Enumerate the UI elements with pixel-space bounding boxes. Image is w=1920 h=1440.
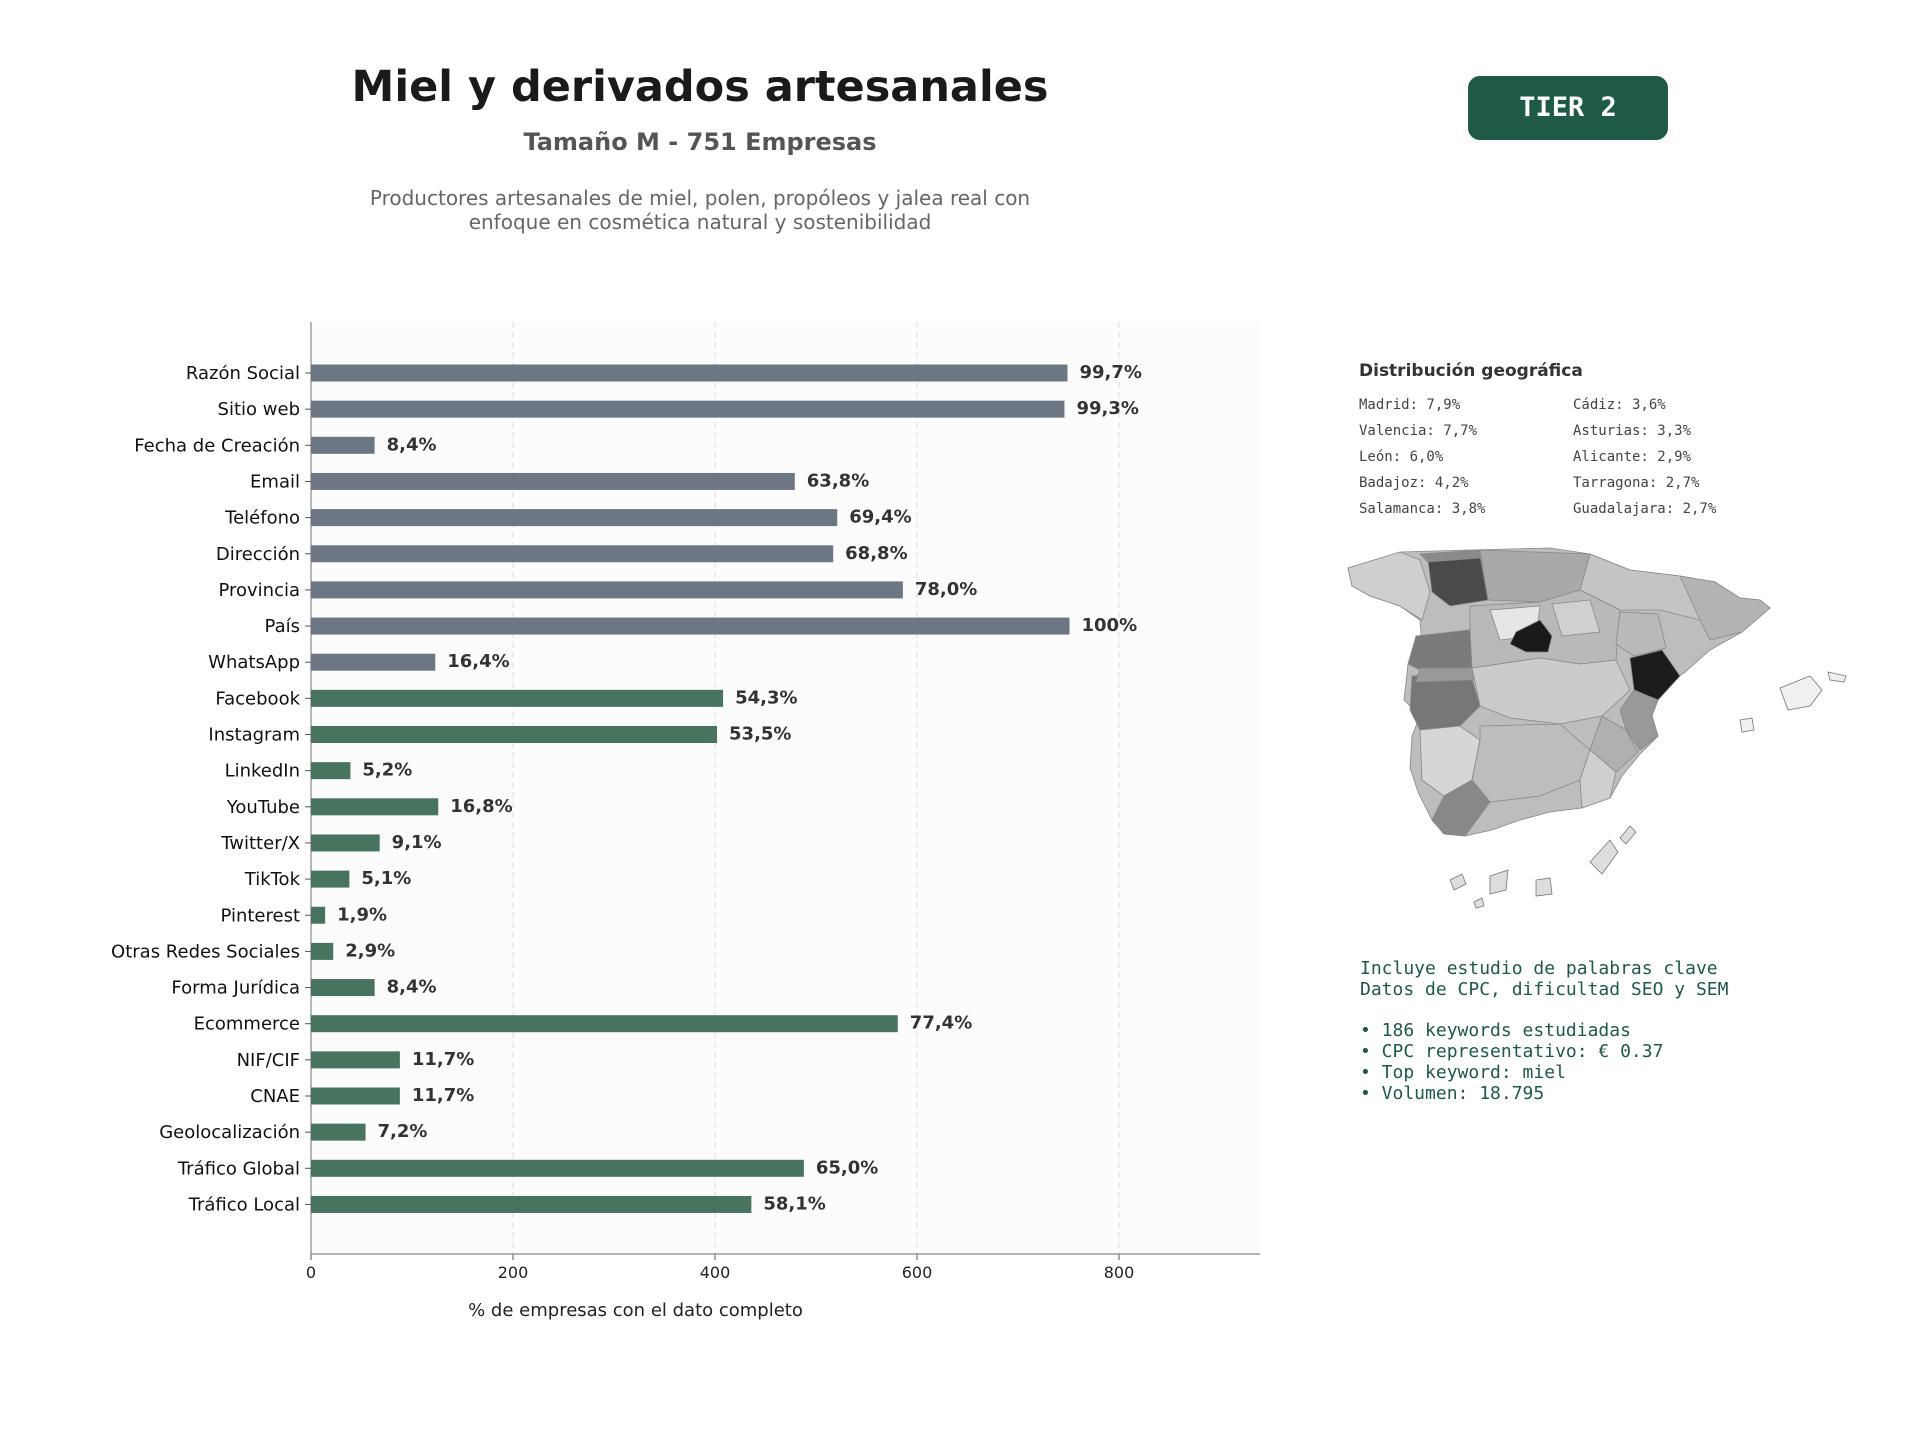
- bar: [311, 545, 833, 562]
- data-label: 99,3%: [1076, 398, 1139, 420]
- bar: [311, 654, 435, 671]
- data-label: 58,1%: [763, 1193, 826, 1215]
- y-tick-label: Teléfono: [225, 507, 300, 529]
- keywords-line-2: Datos de CPC, dificultad SEO y SEM: [1360, 979, 1729, 1000]
- bar: [311, 1015, 898, 1032]
- bar: [311, 871, 349, 888]
- data-label: 5,1%: [361, 868, 412, 890]
- geo-list: [1359, 397, 1759, 518]
- data-label: 53,5%: [729, 723, 792, 745]
- bar: [311, 1160, 804, 1177]
- data-label: 1,9%: [337, 904, 388, 926]
- keywords-line-1: Incluye estudio de palabras clave: [1360, 958, 1718, 979]
- bar: [311, 365, 1067, 382]
- map-canary-6: [1474, 898, 1484, 908]
- y-tick-label: Geolocalización: [159, 1122, 300, 1144]
- data-label: 100%: [1081, 615, 1138, 637]
- geo-item: Guadalajara: 2,7%: [1573, 501, 1717, 517]
- data-label: 68,8%: [845, 542, 908, 564]
- bar: [311, 979, 375, 996]
- map-salamanca: [1408, 630, 1472, 670]
- y-tick-label: Twitter/X: [221, 832, 300, 854]
- page-subtitle: Tamaño M - 751 Empresas: [523, 128, 877, 156]
- y-tick-label: WhatsApp: [208, 652, 300, 674]
- y-tick-label: YouTube: [226, 796, 300, 818]
- data-label: 2,9%: [345, 940, 396, 962]
- x-tick-label: 600: [901, 1263, 933, 1282]
- x-tick-label: 800: [1103, 1263, 1135, 1282]
- geo-title: Distribución geográfica: [1359, 361, 1583, 381]
- data-label: 16,4%: [447, 651, 510, 673]
- keyword-bullet: • CPC representativo: € 0.37: [1360, 1041, 1664, 1062]
- bar: [311, 762, 350, 779]
- y-tick-label: Provincia: [218, 579, 300, 601]
- keywords-block: [1360, 958, 1728, 1104]
- y-tick-label: Pinterest: [220, 905, 300, 927]
- y-tick-label: Instagram: [208, 724, 300, 746]
- map-canary-3: [1536, 878, 1552, 896]
- y-tick-label: Fecha de Creación: [134, 435, 300, 457]
- data-label: 5,2%: [362, 759, 413, 781]
- bar: [311, 1124, 366, 1141]
- geo-item: Alicante: 2,9%: [1573, 449, 1692, 465]
- data-label: 11,7%: [411, 1085, 475, 1106]
- keyword-bullet: • Top keyword: miel: [1360, 1062, 1566, 1083]
- data-label: 16,8%: [450, 795, 513, 817]
- data-label: 9,1%: [391, 831, 442, 853]
- data-label: 8,4%: [386, 976, 437, 998]
- geo-item: Valencia: 7,7%: [1359, 423, 1478, 439]
- data-label: 99,7%: [1079, 362, 1142, 383]
- bar: [311, 943, 333, 960]
- page-title: Miel y derivados artesanales: [351, 62, 1049, 112]
- y-tick-label: Facebook: [215, 688, 300, 710]
- bar: [311, 581, 903, 598]
- geo-item: Badajoz: 4,2%: [1359, 475, 1469, 491]
- description-line-2: enfoque en cosmética natural y sostenibilidad: [468, 210, 932, 234]
- map-ibiza: [1740, 718, 1754, 732]
- map-canary-4: [1590, 840, 1618, 874]
- map-canary-5: [1620, 826, 1636, 844]
- map-teruel: [1616, 612, 1666, 656]
- data-label: 11,7%: [411, 1048, 475, 1070]
- data-label: 8,4%: [386, 434, 437, 456]
- y-tick-label: Tráfico Global: [177, 1158, 300, 1180]
- tier-badge: TIER 2: [1468, 76, 1668, 140]
- map-menorca: [1828, 672, 1846, 682]
- y-tick-label: Tráfico Local: [188, 1194, 300, 1216]
- bar: [311, 1088, 400, 1105]
- bar: [311, 726, 717, 743]
- bar: [311, 401, 1064, 418]
- bar: [311, 1051, 400, 1068]
- map-caceres-ext: [1416, 668, 1474, 682]
- map-canary-2: [1490, 870, 1508, 894]
- bar: [311, 798, 438, 815]
- data-label: 65,0%: [815, 1157, 879, 1179]
- plot-background: [311, 322, 1260, 1254]
- y-tick-label: NIF/CIF: [236, 1049, 300, 1071]
- data-label: 78,0%: [914, 578, 978, 600]
- bar: [311, 907, 325, 924]
- geo-item: León: 6,0%: [1359, 449, 1444, 465]
- map-mallorca: [1780, 676, 1822, 710]
- bar: [311, 618, 1070, 635]
- bar: [311, 437, 375, 454]
- bar: [311, 1196, 751, 1213]
- y-tick-label: LinkedIn: [224, 760, 300, 782]
- data-label: 7,2%: [377, 1121, 428, 1143]
- geo-item: Salamanca: 3,8%: [1359, 501, 1486, 517]
- y-tick-label: Dirección: [215, 543, 300, 565]
- y-tick-label: Forma Jurídica: [171, 977, 300, 999]
- geo-item: Asturias: 3,3%: [1573, 423, 1692, 439]
- keyword-bullet: • Volumen: 18.795: [1360, 1083, 1545, 1104]
- description-line-1: Productores artesanales de miel, polen, propóleos y jalea real con: [369, 186, 1031, 210]
- x-axis-label: % de empresas con el dato completo: [468, 1300, 803, 1321]
- y-tick-label: Otras Redes Sociales: [111, 941, 300, 963]
- y-tick-label: Ecommerce: [193, 1013, 300, 1035]
- x-tick-label: 400: [699, 1263, 731, 1282]
- x-tick-label: 0: [305, 1263, 317, 1282]
- map-galicia: [1348, 552, 1430, 620]
- y-tick-label: Razón Social: [185, 363, 300, 384]
- bar: [311, 690, 723, 707]
- bar: [311, 509, 837, 526]
- x-tick-label: 200: [497, 1263, 529, 1282]
- y-tick-label: Email: [250, 471, 300, 493]
- geo-item: Tarragona: 2,7%: [1573, 475, 1700, 491]
- data-label: 54,3%: [735, 687, 798, 709]
- y-tick-label: CNAE: [250, 1086, 300, 1107]
- data-label: 63,8%: [806, 470, 870, 492]
- data-label: 77,4%: [909, 1012, 973, 1034]
- bar: [311, 473, 795, 490]
- y-tick-label: País: [264, 616, 300, 638]
- spain-map: [1340, 540, 1860, 920]
- y-tick-label: TikTok: [244, 869, 300, 891]
- y-tick-label: Sitio web: [217, 399, 300, 421]
- geo-item: Madrid: 7,9%: [1359, 397, 1461, 413]
- bar: [311, 834, 380, 851]
- keyword-bullet: • 186 keywords estudiadas: [1360, 1020, 1631, 1041]
- map-canary-1: [1450, 874, 1466, 890]
- geo-item: Cádiz: 3,6%: [1573, 397, 1666, 413]
- data-label: 69,4%: [849, 506, 912, 528]
